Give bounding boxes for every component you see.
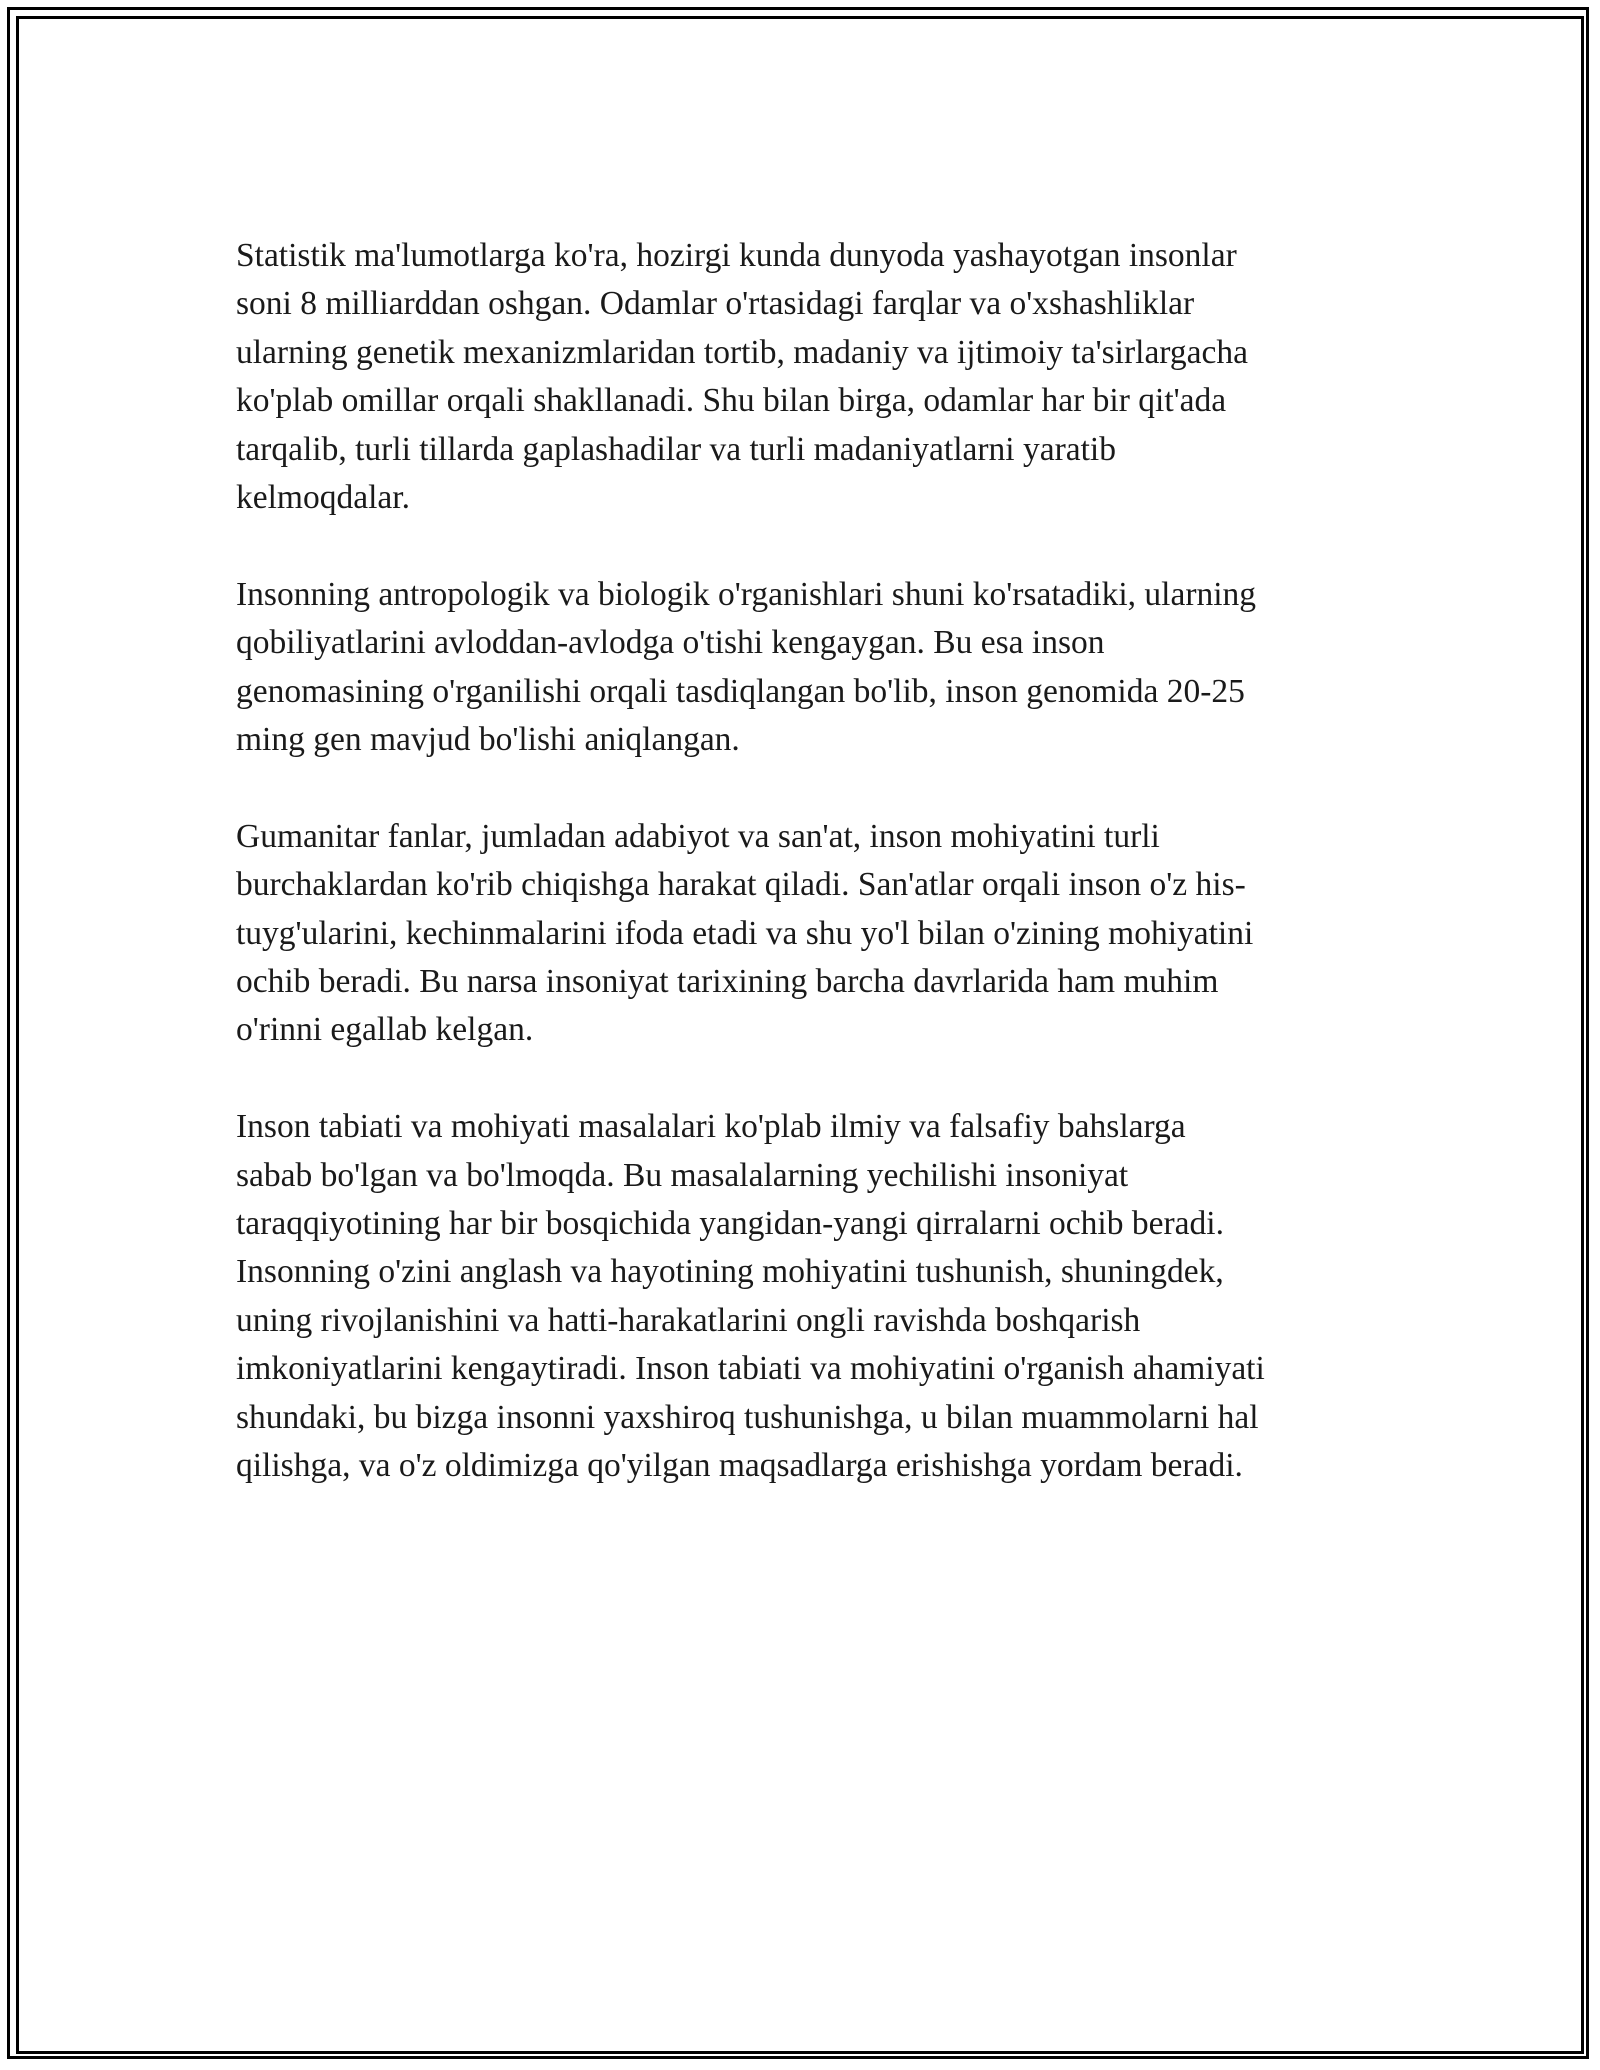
text-line: ming gen mavjud bo'lishi aniqlangan. [236, 721, 740, 759]
text-line: qobiliyatlarini avloddan-avlodga o'tishi kengaygan. Bu esa inson [236, 624, 1105, 662]
text-line: shundaki, bu bizga insonni yaxshiroq tushunishga, u bilan muammolarni hal [236, 1398, 1259, 1436]
text-line: qilishga, va o'z oldimizga qo'yilgan maqsadlarga erishishga yordam beradi. [236, 1447, 1243, 1485]
text-line: ularning genetik mexanizmlaridan tortib, madaniy va ijtimoiy ta'sirlargacha [236, 333, 1248, 371]
text-line: burchaklardan ko'rib chiqishga harakat qiladi. San'atlar orqali inson o'z his- [236, 866, 1246, 904]
text-line: ochib beradi. Bu narsa insoniyat tarixining barcha davrlarida ham muhim [236, 963, 1219, 1001]
text-line: Insonning antropologik va biologik o'rganishlari shuni ko'rsatadiki, ularning [236, 575, 1257, 613]
document-body [236, 232, 1376, 1539]
text-line: Inson tabiati va mohiyati masalalari ko'plab ilmiy va falsafiy bahslarga [236, 1108, 1186, 1146]
paragraph-2 [236, 571, 1376, 765]
text-line: soni 8 milliarddan oshgan. Odamlar o'rtasidagi farqlar va o'xshashliklar [236, 285, 1195, 323]
paragraph-1 [236, 232, 1376, 522]
text-line: Gumanitar fanlar, jumladan adabiyot va san'at, inson mohiyatini turli [236, 817, 1160, 855]
text-line: kelmoqdalar. [236, 479, 410, 517]
text-line: o'rinni egallab kelgan. [236, 1011, 534, 1049]
text-line: Insonning o'zini anglash va hayotining mohiyatini tushunish, shuningdek, [236, 1253, 1224, 1291]
text-line: tarqalib, turli tillarda gaplashadilar va turli madaniyatlarni yaratib [236, 430, 1116, 468]
text-line: Statistik ma'lumotlarga ko'ra, hozirgi kunda dunyoda yashayotgan insonlar [236, 237, 1237, 274]
text-line: ko'plab omillar orqali shakllanadi. Shu bilan birga, odamlar har bir qit'ada [236, 382, 1227, 420]
text-line: genomasining o'rganilishi orqali tasdiqlangan bo'lib, inson genomida 20-25 [236, 672, 1245, 710]
text-line: taraqqiyotining har bir bosqichida yangidan-yangi qirralarni ochib beradi. [236, 1205, 1224, 1243]
text-line: uning rivojlanishini va hatti-harakatlarini ongli ravishda boshqarish [236, 1301, 1141, 1339]
text-line: sabab bo'lgan va bo'lmoqda. Bu masalalarning yechilishi insoniyat [236, 1156, 1129, 1194]
paragraph-4 [236, 1103, 1376, 1490]
paragraph-3 [236, 813, 1376, 1055]
text-line: imkoniyatlarini kengaytiradi. Inson tabiati va mohiyatini o'rganish ahamiyati [236, 1350, 1265, 1388]
text-line: tuyg'ularini, kechinmalarini ifoda etadi va shu yo'l bilan o'zining mohiyatini [236, 914, 1254, 952]
